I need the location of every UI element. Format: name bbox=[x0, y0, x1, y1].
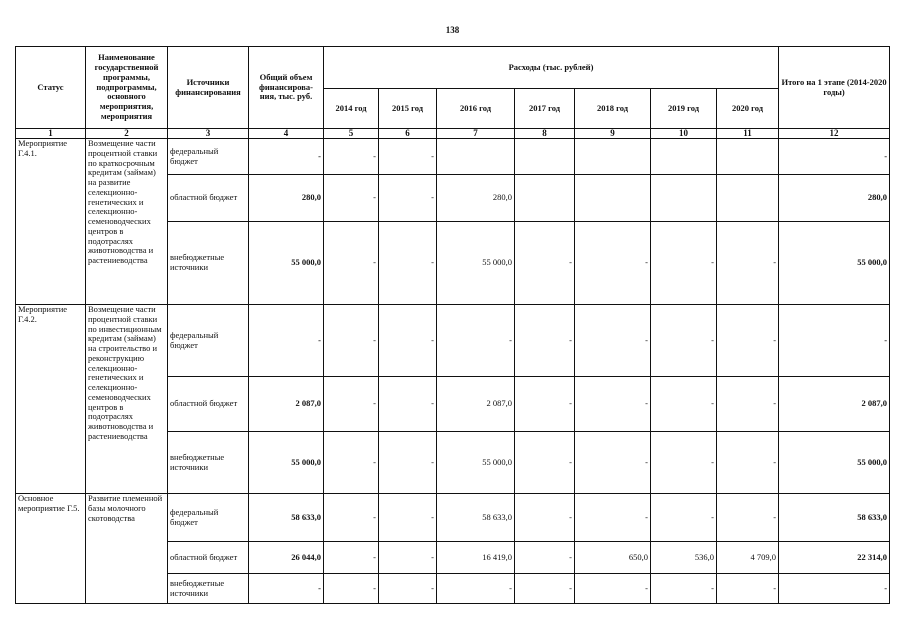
year-value-cell: - bbox=[324, 574, 379, 604]
column-number: 8 bbox=[515, 129, 575, 139]
header-program: Наименование государственной программы, подпрограммы, основного мероприятия, мероприятия bbox=[86, 47, 168, 129]
year-value-cell: - bbox=[379, 542, 437, 574]
year-value-cell: - bbox=[515, 432, 575, 494]
year-value-cell: 16 419,0 bbox=[437, 542, 515, 574]
year-value-cell: - bbox=[515, 542, 575, 574]
year-value-cell: - bbox=[575, 377, 651, 432]
year-value-cell: - bbox=[575, 574, 651, 604]
year-value-cell: - bbox=[379, 494, 437, 542]
header-year: 2015 год bbox=[379, 89, 437, 129]
funding-source-cell: областной бюджет bbox=[168, 175, 249, 222]
year-value-cell: - bbox=[379, 377, 437, 432]
itogo-cell: 2 087,0 bbox=[779, 377, 890, 432]
program-name-cell: Возмещение части процентной ставки по краткосрочным кредитам (займам) на развитие селекционно-генетических и селекционно-семеноводческих центров в подотраслях животноводства и растениеводства bbox=[86, 139, 168, 305]
year-value-cell: - bbox=[651, 305, 717, 377]
column-number: 3 bbox=[168, 129, 249, 139]
year-value-cell: - bbox=[324, 222, 379, 305]
year-value-cell: - bbox=[515, 494, 575, 542]
status-cell: Мероприятие Г.4.2. bbox=[16, 305, 86, 494]
total-volume-cell: 58 633,0 bbox=[249, 494, 324, 542]
itogo-cell: 58 633,0 bbox=[779, 494, 890, 542]
year-value-cell: - bbox=[651, 494, 717, 542]
year-value-cell: - bbox=[324, 175, 379, 222]
funding-source-cell: внебюджетные источники bbox=[168, 574, 249, 604]
itogo-cell: 55 000,0 bbox=[779, 222, 890, 305]
year-value-cell: - bbox=[717, 222, 779, 305]
funding-source-cell: федеральный бюджет bbox=[168, 139, 249, 175]
year-value-cell: - bbox=[379, 574, 437, 604]
funding-source-cell: федеральный бюджет bbox=[168, 305, 249, 377]
year-value-cell: - bbox=[437, 574, 515, 604]
year-value-cell: - bbox=[324, 377, 379, 432]
funding-source-cell: областной бюджет bbox=[168, 377, 249, 432]
itogo-cell: - bbox=[779, 139, 890, 175]
funding-source-cell: внебюджетные источники bbox=[168, 222, 249, 305]
year-value-cell: - bbox=[651, 222, 717, 305]
total-volume-cell: - bbox=[249, 139, 324, 175]
year-value-cell: 4 709,0 bbox=[717, 542, 779, 574]
year-value-cell: - bbox=[379, 222, 437, 305]
itogo-cell: 55 000,0 bbox=[779, 432, 890, 494]
year-value-cell: 55 000,0 bbox=[437, 432, 515, 494]
year-value-cell: 2 087,0 bbox=[437, 377, 515, 432]
year-value-cell: - bbox=[379, 432, 437, 494]
year-value-cell: - bbox=[575, 305, 651, 377]
header-status: Статус bbox=[16, 47, 86, 129]
header-itogo: Итого на 1 этапе (2014-2020 годы) bbox=[779, 47, 890, 129]
table-row bbox=[16, 494, 890, 542]
funding-source-cell: федеральный бюджет bbox=[168, 494, 249, 542]
year-value-cell bbox=[575, 175, 651, 222]
year-value-cell: 55 000,0 bbox=[437, 222, 515, 305]
column-number: 5 bbox=[324, 129, 379, 139]
column-number: 9 bbox=[575, 129, 651, 139]
header-year: 2014 год bbox=[324, 89, 379, 129]
header-year: 2020 год bbox=[717, 89, 779, 129]
column-number: 4 bbox=[249, 129, 324, 139]
year-value-cell bbox=[651, 139, 717, 175]
year-value-cell: - bbox=[717, 574, 779, 604]
funding-source-cell: внебюджетные источники bbox=[168, 432, 249, 494]
year-value-cell: - bbox=[515, 574, 575, 604]
table-row bbox=[16, 305, 890, 377]
status-cell: Мероприятие Г.4.1. bbox=[16, 139, 86, 305]
year-value-cell: - bbox=[379, 175, 437, 222]
itogo-cell: 280,0 bbox=[779, 175, 890, 222]
total-volume-cell: 2 087,0 bbox=[249, 377, 324, 432]
year-value-cell: - bbox=[651, 377, 717, 432]
funding-source-cell: областной бюджет bbox=[168, 542, 249, 574]
column-number: 11 bbox=[717, 129, 779, 139]
program-name-cell: Возмещение части процентной ставки по инвестиционным кредитам (займам) на строительство и реконструкцию селекционно-генетических и селекционно-семеноводческих центров в подотраслях животноводства и растениеводства bbox=[86, 305, 168, 494]
year-value-cell bbox=[651, 175, 717, 222]
year-value-cell: - bbox=[324, 139, 379, 175]
year-value-cell: - bbox=[515, 305, 575, 377]
column-number: 2 bbox=[86, 129, 168, 139]
column-number: 10 bbox=[651, 129, 717, 139]
header-year: 2016 год bbox=[437, 89, 515, 129]
year-value-cell: - bbox=[717, 377, 779, 432]
year-value-cell bbox=[717, 175, 779, 222]
header-source: Источники финансирования bbox=[168, 47, 249, 129]
year-value-cell: - bbox=[379, 305, 437, 377]
itogo-cell: - bbox=[779, 574, 890, 604]
column-number: 12 bbox=[779, 129, 890, 139]
year-value-cell bbox=[437, 139, 515, 175]
year-value-cell: - bbox=[717, 494, 779, 542]
total-volume-cell: - bbox=[249, 574, 324, 604]
header-year: 2019 год bbox=[651, 89, 717, 129]
year-value-cell: - bbox=[324, 432, 379, 494]
header-expenses: Расходы (тыс. рублей) bbox=[324, 47, 779, 89]
status-cell: Основное мероприятие Г.5. bbox=[16, 494, 86, 604]
year-value-cell bbox=[515, 139, 575, 175]
year-value-cell: - bbox=[651, 574, 717, 604]
year-value-cell bbox=[575, 139, 651, 175]
year-value-cell: - bbox=[379, 139, 437, 175]
year-value-cell bbox=[515, 175, 575, 222]
total-volume-cell: - bbox=[249, 305, 324, 377]
year-value-cell: - bbox=[515, 377, 575, 432]
budget-table bbox=[15, 46, 890, 604]
column-number: 6 bbox=[379, 129, 437, 139]
itogo-cell: - bbox=[779, 305, 890, 377]
page-number: 138 bbox=[445, 25, 460, 35]
year-value-cell: 280,0 bbox=[437, 175, 515, 222]
year-value-cell: - bbox=[575, 494, 651, 542]
year-value-cell bbox=[717, 139, 779, 175]
header-total: Общий объем финансирова-ния, тыс. руб. bbox=[249, 47, 324, 129]
year-value-cell: - bbox=[324, 305, 379, 377]
header-year: 2017 год bbox=[515, 89, 575, 129]
total-volume-cell: 280,0 bbox=[249, 175, 324, 222]
year-value-cell: - bbox=[437, 305, 515, 377]
year-value-cell: 58 633,0 bbox=[437, 494, 515, 542]
year-value-cell: - bbox=[324, 494, 379, 542]
table-row bbox=[16, 139, 890, 175]
total-volume-cell: 55 000,0 bbox=[249, 432, 324, 494]
program-name-cell: Развитие племенной базы молочного скотоводства bbox=[86, 494, 168, 604]
year-value-cell: - bbox=[515, 222, 575, 305]
header-year: 2018 год bbox=[575, 89, 651, 129]
total-volume-cell: 55 000,0 bbox=[249, 222, 324, 305]
year-value-cell: 536,0 bbox=[651, 542, 717, 574]
column-number: 7 bbox=[437, 129, 515, 139]
year-value-cell: - bbox=[575, 222, 651, 305]
year-value-cell: - bbox=[651, 432, 717, 494]
total-volume-cell: 26 044,0 bbox=[249, 542, 324, 574]
year-value-cell: - bbox=[717, 432, 779, 494]
year-value-cell: - bbox=[324, 542, 379, 574]
year-value-cell: - bbox=[717, 305, 779, 377]
column-number: 1 bbox=[16, 129, 86, 139]
year-value-cell: 650,0 bbox=[575, 542, 651, 574]
itogo-cell: 22 314,0 bbox=[779, 542, 890, 574]
year-value-cell: - bbox=[575, 432, 651, 494]
